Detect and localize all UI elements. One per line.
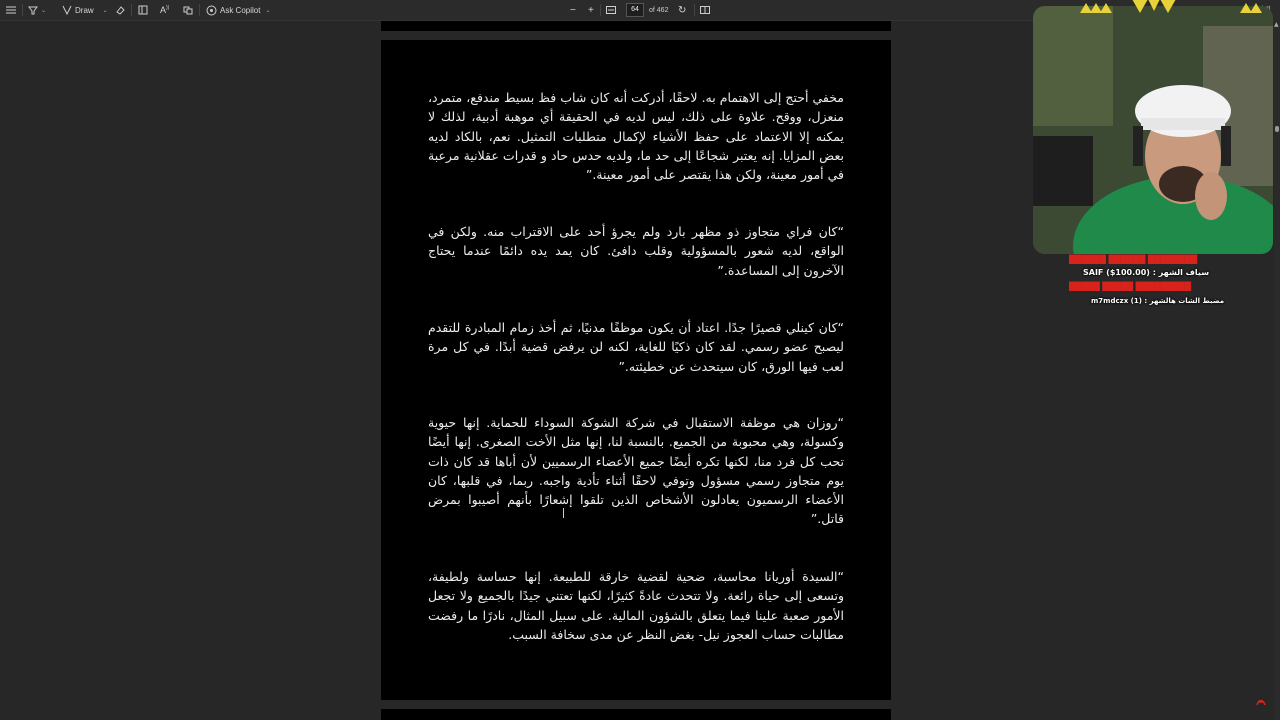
stream-overlay-text [1063, 253, 1253, 313]
page-number-input[interactable]: 64 [626, 3, 644, 17]
view-button[interactable] [138, 3, 148, 17]
toolbar-divider [199, 4, 200, 16]
scrollbar-thumb[interactable] [1275, 126, 1279, 132]
ask-copilot-label: Ask Copilot [220, 5, 261, 15]
page-total [649, 3, 668, 17]
rotate-icon: ↻ [678, 4, 687, 16]
highlighter-icon [28, 5, 38, 15]
pdf-app-icon[interactable] [1255, 692, 1267, 704]
paragraph-1: مخفي أحتج إلى الاهتمام به. لاحقًا، أدركت أنه كان شاب فظ بسيط مندفع، متمرد، منعزل، ووقح. علاوة على ذلك، ليس لديه في الحقيقة أي موهبة أدبية، لذلك لا يمكنه إلا الاعتماد على حفظ الأشياء لإكمال متطلبات التمثيل. نعم، بالكاد لديه بعض المزايا. إنه يعتبر شجاعًا إلى حد ما، ولديه حدس حاد و قدرات عقلانية مرعبة في أمور معينة، ولكن هذا يقتصر على أمور معينة.” [428, 90, 844, 183]
book-icon [700, 6, 710, 14]
highlight-button[interactable] [28, 3, 46, 17]
pdf-page [381, 40, 891, 700]
zoom-in-button[interactable] [588, 3, 594, 17]
read-aloud-icon: A)) [160, 5, 170, 15]
chevron-down-icon[interactable]: ⌄ [41, 7, 47, 14]
translate-button[interactable] [183, 3, 193, 17]
rotate-button[interactable] [678, 3, 686, 17]
eraser-icon [115, 5, 125, 15]
next-page-edge [381, 709, 891, 720]
crown-decoration-icon [1080, 0, 1270, 12]
chevron-down-icon[interactable]: ⌄ [102, 7, 108, 14]
page-total-label: of 462 [649, 6, 669, 14]
list-icon [6, 6, 16, 14]
paragraph-4: “روزان هي موظفة الاستقبال في شركة الشوكة السوداء للحماية. إنها حيوية وكسولة، وهي محبوبة من الجميع. بالنسبة لنا، إنها مثل الأخت الصغرى. إنها أيضًا تحب كل فرد منا، لكنها تكره أيضًا جميع الأعضاء الرسميين لأن أباها قد كان ذات يوم متجاوز رسمي مسؤول وتوفي لاحقًا أثناء تأدية واجبه. ربما، في قلبها، كان الأعضاء الرسميون يعادلون الأشخاص الذين تلقوا إشعارًا بأنهم أصيبوا بمرض قاتل.” [428, 415, 844, 527]
previous-page-edge [381, 21, 891, 31]
overlay-red-line: ██████ ██████ ████████ [1069, 255, 1198, 264]
two-page-button[interactable] [700, 3, 710, 17]
paragraph-3: “كان كينلي قصيرًا جدًا. اعتاد أن يكون موظفًا مدنيًا، ثم أخذ زمام المبادرة للتقدم ليصبح عضو رسمي. لقد كان ذكيًا للغاية، لكنه لن يرفض قضية أبدًا. في كل مرة لعب فيها الورق، كان سيتحدث عن خطيئته.” [428, 320, 844, 374]
plus-icon: + [588, 4, 594, 16]
overlay-red-line: █████ █████ █████████ [1069, 282, 1191, 291]
pen-icon [62, 5, 72, 15]
scrollbar-track[interactable] [1274, 20, 1280, 720]
page-view-icon [138, 5, 148, 15]
text-cursor [563, 508, 564, 518]
overlay-top-chatter: m7mdczx (1) : مضبط الشات هالشهر [1091, 297, 1225, 305]
toolbar-divider [22, 4, 23, 16]
webcam-feed [1033, 6, 1273, 254]
zoom-out-button[interactable] [570, 3, 576, 17]
ask-copilot-button[interactable] [206, 3, 271, 17]
toolbar-divider [131, 4, 132, 16]
paragraph-5: “السيدة أوريانا محاسبة، ضحية لقضية خارقة للطبيعة. إنها حساسة ولطيفة، وتسعى إلى حياة رائعة. ولا تتحدث عادةً كثيرًا، لكنها تعتني جيدًا بالجميع ولا تجعل الأمور صعبة علينا فيما يتعلق بالشؤون المالية. على سبيل المثال، نادرًا ما رفضت مطالبات حساب العجوز نيل- بغض النظر عن مدى سخافة السبب. [428, 569, 844, 642]
chevron-down-icon[interactable]: ⌄ [265, 7, 271, 14]
draw-button[interactable] [62, 3, 108, 17]
fit-page-icon [606, 6, 616, 14]
minus-icon: − [570, 4, 576, 16]
toolbar-divider [694, 4, 695, 16]
translate-icon [183, 5, 193, 15]
draw-label: Draw [75, 5, 94, 15]
overlay-top-donor: SAIF ($100.00) : سياف الشهر [1083, 268, 1210, 277]
toolbar-divider [600, 4, 601, 16]
scroll-up-arrow-icon[interactable]: ▲ [1274, 21, 1279, 28]
fit-page-button[interactable] [606, 3, 616, 17]
page-number-field[interactable] [626, 3, 644, 17]
paragraph-2: “كان فراي متجاوز ذو مظهر بارد ولم يجرؤ أحد على الاقتراب منه. ولكن في الواقع، لديه شعور بالمسؤولية وقلب دافئ. كان يمد يده دائمًا عندما يحتاج الآخرون إلى المساعدة.” [428, 224, 844, 278]
streamer-image [1033, 6, 1273, 254]
read-aloud-button[interactable] [160, 3, 169, 17]
copilot-icon [206, 5, 217, 16]
erase-button[interactable] [115, 3, 125, 17]
contents-button[interactable] [6, 3, 16, 17]
